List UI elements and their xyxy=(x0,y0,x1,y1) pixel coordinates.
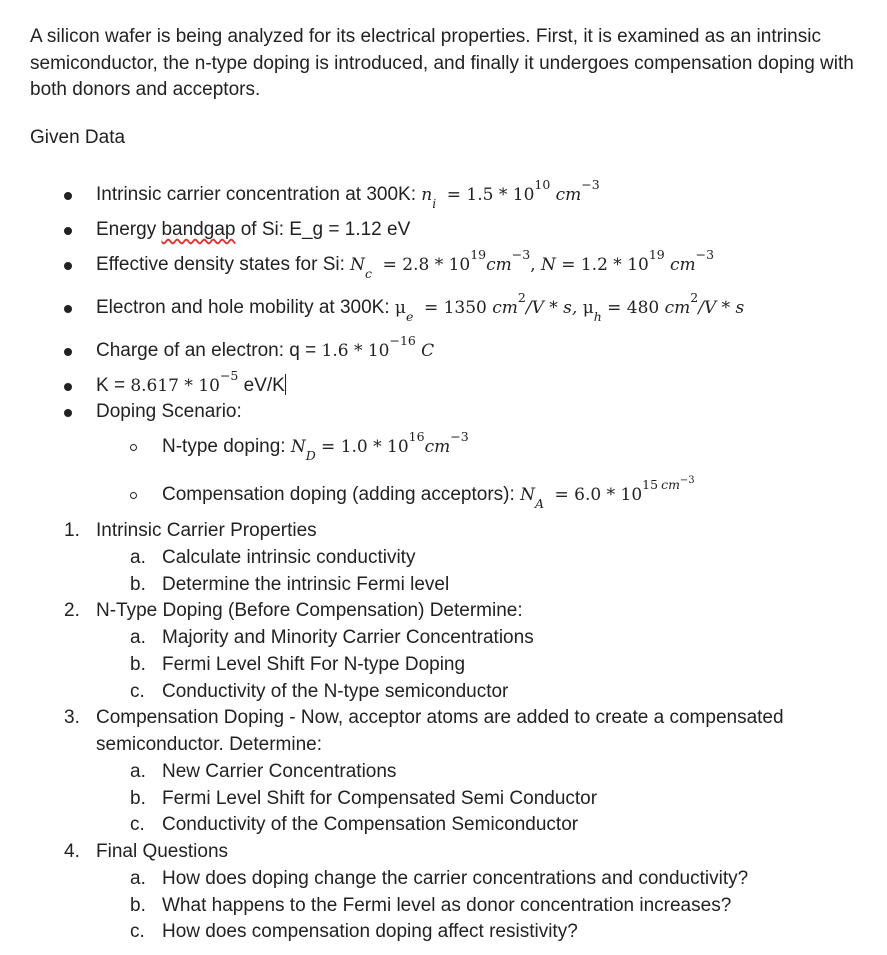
symbol: N xyxy=(541,255,556,275)
unit: cm xyxy=(492,298,518,318)
question-title: semiconductor. Determine: xyxy=(96,734,322,755)
sub-question-letter: a. xyxy=(130,547,146,568)
given-data-heading: Given Data xyxy=(30,127,126,148)
given-doping-scenario: Doping Scenario: xyxy=(96,401,242,422)
sub-question-text: How does doping change the carrier concentrations and conductivity? xyxy=(162,868,749,889)
label: Charge of an electron: q = xyxy=(96,340,322,361)
label: K = xyxy=(96,375,131,396)
bullet xyxy=(64,409,72,417)
value: = 2.8 * 10 xyxy=(382,255,471,275)
symbol: N xyxy=(350,255,366,275)
label: N-type doping: xyxy=(162,436,291,457)
unit: cm xyxy=(555,185,582,205)
exponent: 15 xyxy=(642,477,659,492)
exponent-unit-exponent: −3 xyxy=(679,475,695,486)
subscript: D xyxy=(305,448,316,463)
symbol: μ xyxy=(582,298,594,318)
label: Compensation doping (adding acceptors): xyxy=(162,484,521,505)
value: = 480 xyxy=(607,298,665,318)
question-number: 2. xyxy=(64,600,80,621)
sub-question-text: Calculate intrinsic conductivity xyxy=(162,547,416,568)
subscript: A xyxy=(534,496,544,511)
subscript: e xyxy=(405,309,414,324)
exponent: 16 xyxy=(408,429,425,444)
sub-question-letter: b. xyxy=(130,895,146,916)
sub-question-text: Fermi Level Shift for Compensated Semi Conductor xyxy=(162,788,598,809)
given-compensation-doping xyxy=(162,475,695,511)
value: = 1.0 * 10 xyxy=(321,437,409,457)
bullet xyxy=(64,262,72,270)
symbol: N xyxy=(520,485,535,505)
sub-question-letter: a. xyxy=(130,868,146,889)
symbol: μ xyxy=(394,298,406,318)
bullet xyxy=(64,383,72,391)
bullet xyxy=(64,192,72,200)
question-number: 3. xyxy=(64,707,80,728)
sub-question-letter: a. xyxy=(130,761,146,782)
question-number: 4. xyxy=(64,841,80,862)
unit: cm xyxy=(486,255,512,275)
sub-question-text: New Carrier Concentrations xyxy=(162,761,397,782)
sub-question-letter: c. xyxy=(130,921,145,942)
unit: cm xyxy=(664,298,691,318)
given-ntype-doping xyxy=(162,429,469,463)
unit-exponent: −3 xyxy=(695,247,715,262)
sub-question-text: What happens to the Fermi level as donor concentration increases? xyxy=(162,895,732,916)
unit-exponent: −3 xyxy=(581,177,600,192)
spellcheck-word: bandgap xyxy=(161,219,236,240)
unit: /V * s xyxy=(698,298,745,318)
given-intrinsic-concentration xyxy=(96,177,600,211)
exponent: 19 xyxy=(648,247,665,262)
value: of Si: E_g = 1.12 eV xyxy=(235,219,411,240)
exponent-unit: cm xyxy=(661,477,680,492)
sub-question-letter: c. xyxy=(130,814,145,835)
unit: eV/K xyxy=(238,375,285,396)
sub-question-letter: b. xyxy=(130,574,146,595)
given-mobility xyxy=(96,290,745,324)
question-title: N-Type Doping (Before Compensation) Determine: xyxy=(96,600,523,621)
unit-exponent: 2 xyxy=(517,290,526,305)
subscript: i xyxy=(432,196,437,211)
subscript: c xyxy=(365,266,373,281)
unit: /V * s, xyxy=(525,298,583,318)
given-electron-charge xyxy=(96,333,435,362)
label: Electron and hole mobility at 300K: xyxy=(96,297,395,318)
sub-question-letter: b. xyxy=(130,788,146,809)
bullet xyxy=(64,305,72,313)
label: Effective density states for Si: xyxy=(96,254,351,275)
question-title: Final Questions xyxy=(96,841,229,862)
unit: cm xyxy=(424,437,451,457)
value: = 1.2 * 10 xyxy=(561,255,649,275)
exponent: 10 xyxy=(534,177,551,192)
exponent: −5 xyxy=(219,368,239,383)
unit: cm xyxy=(670,255,696,275)
intro-paragraph: A silicon wafer is being analyzed for its electrical properties. First, it is examined as an intrinsic semiconductor, the n-type doping is introduced, and finally it undergoes compensation doping with both donors and acceptors. xyxy=(30,26,854,101)
value: = 1.5 * 10 xyxy=(446,185,535,205)
label: Energy xyxy=(96,219,162,240)
subscript: h xyxy=(593,309,602,324)
given-density-states xyxy=(96,247,715,281)
text-cursor xyxy=(285,374,287,395)
symbol: N xyxy=(290,437,306,457)
question-title: Compensation Doping - Now, acceptor atoms are added to create a compensated xyxy=(96,707,784,728)
unit-exponent: −3 xyxy=(450,429,469,444)
unit: C xyxy=(421,341,435,361)
unit-exponent: −3 xyxy=(511,247,531,262)
given-bandgap xyxy=(96,219,410,241)
question-number: 1. xyxy=(64,520,80,541)
sub-question-letter: a. xyxy=(130,627,146,648)
sub-question-letter: b. xyxy=(130,654,146,675)
sub-question-text: Conductivity of the Compensation Semiconductor xyxy=(162,814,579,835)
bullet xyxy=(64,348,72,356)
symbol: n xyxy=(421,185,433,205)
label: Intrinsic carrier concentration at 300K: xyxy=(96,184,422,205)
sub-question-text: Determine the intrinsic Fermi level xyxy=(162,574,450,595)
sub-question-text: Majority and Minority Carrier Concentrations xyxy=(162,627,534,648)
exponent: −16 xyxy=(389,333,416,348)
exponent: 19 xyxy=(470,247,487,262)
bullet xyxy=(64,227,72,235)
sub-question-text: Conductivity of the N-type semiconductor xyxy=(162,681,509,702)
sub-question-text: How does compensation doping affect resistivity? xyxy=(162,921,578,942)
sub-bullet xyxy=(130,444,137,451)
unit-exponent: 2 xyxy=(690,290,699,305)
value: 1.6 * 10 xyxy=(321,341,390,361)
given-boltzmann-constant xyxy=(96,368,286,397)
value: = 1350 xyxy=(423,298,493,318)
sub-question-letter: c. xyxy=(130,681,145,702)
separator: , xyxy=(530,255,542,275)
sub-question-text: Fermi Level Shift For N-type Doping xyxy=(162,654,466,675)
question-title: Intrinsic Carrier Properties xyxy=(96,520,317,541)
value: 8.617 * 10 xyxy=(130,376,220,396)
value: = 6.0 * 10 xyxy=(554,485,643,505)
sub-bullet xyxy=(130,492,137,499)
